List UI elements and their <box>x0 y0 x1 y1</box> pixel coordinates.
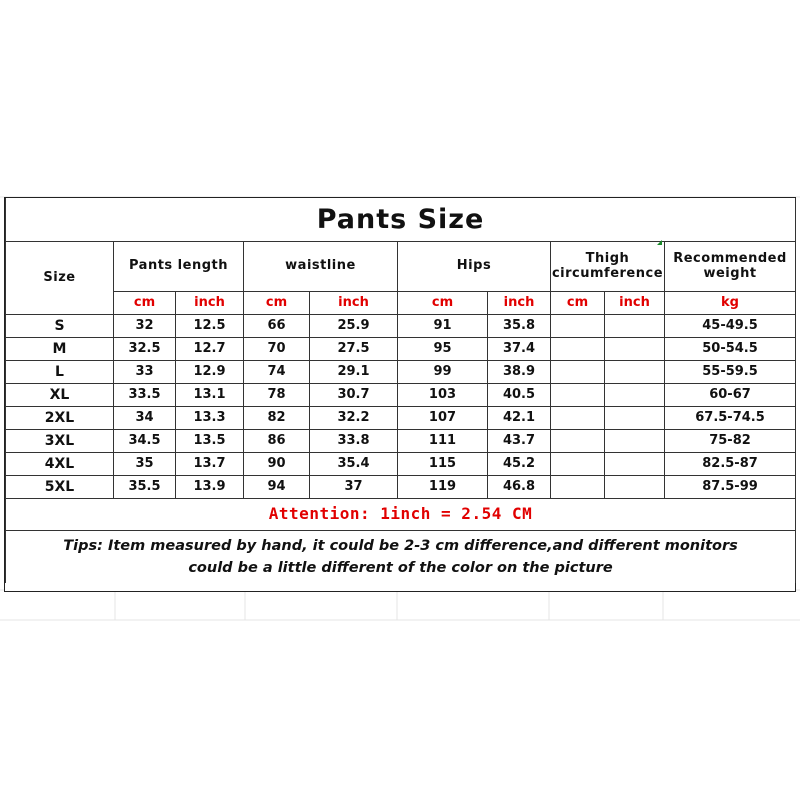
thigh-inch <box>605 315 665 338</box>
thigh-cm <box>551 453 605 476</box>
waistline-cm: 66 <box>244 315 310 338</box>
thigh-cm <box>551 338 605 361</box>
table-row <box>6 338 796 361</box>
pants-length-cm: 33.5 <box>114 384 176 407</box>
recommended-weight: 67.5-74.5 <box>665 407 796 430</box>
hips-cm: 115 <box>398 453 488 476</box>
recommended-weight: 50-54.5 <box>665 338 796 361</box>
size-label: S <box>6 315 114 338</box>
pants-length-cm: 32.5 <box>114 338 176 361</box>
thigh-inch <box>605 453 665 476</box>
size-label: 3XL <box>6 430 114 453</box>
hips-inch: 38.9 <box>488 361 551 384</box>
waistline-inch: 27.5 <box>310 338 398 361</box>
waistline-cm: 74 <box>244 361 310 384</box>
hips-inch: 42.1 <box>488 407 551 430</box>
hips-cm: 111 <box>398 430 488 453</box>
hips-cm: 99 <box>398 361 488 384</box>
table-row <box>6 453 796 476</box>
table-row <box>6 361 796 384</box>
header-waistline: waistline <box>244 242 398 292</box>
unit-pants-length-cm: cm <box>114 292 176 315</box>
hips-cm: 95 <box>398 338 488 361</box>
unit-weight-kg: kg <box>665 292 796 315</box>
pants-length-inch: 13.1 <box>176 384 244 407</box>
waistline-cm: 70 <box>244 338 310 361</box>
table-row <box>6 476 796 499</box>
waistline-cm: 86 <box>244 430 310 453</box>
hips-inch: 46.8 <box>488 476 551 499</box>
hips-cm: 103 <box>398 384 488 407</box>
thigh-cm <box>551 315 605 338</box>
thigh-inch <box>605 384 665 407</box>
recommended-weight: 45-49.5 <box>665 315 796 338</box>
tips-line-2: could be a little different of the color on the picture <box>188 560 613 576</box>
header-hips: Hips <box>398 242 551 292</box>
thigh-cm <box>551 407 605 430</box>
unit-thigh-inch: inch <box>605 292 665 315</box>
tips-note <box>6 531 796 584</box>
thigh-inch <box>605 361 665 384</box>
table-row <box>6 430 796 453</box>
header-pants-length: Pants length <box>114 242 244 292</box>
waistline-inch: 33.8 <box>310 430 398 453</box>
waistline-cm: 82 <box>244 407 310 430</box>
hips-inch: 43.7 <box>488 430 551 453</box>
pants-length-cm: 32 <box>114 315 176 338</box>
pants-length-inch: 13.5 <box>176 430 244 453</box>
pants-length-inch: 12.9 <box>176 361 244 384</box>
table-row <box>6 407 796 430</box>
waistline-inch: 30.7 <box>310 384 398 407</box>
unit-hips-inch: inch <box>488 292 551 315</box>
size-label: 5XL <box>6 476 114 499</box>
waistline-cm: 78 <box>244 384 310 407</box>
waistline-cm: 94 <box>244 476 310 499</box>
waistline-inch: 29.1 <box>310 361 398 384</box>
hips-inch: 35.8 <box>488 315 551 338</box>
pants-length-inch: 13.7 <box>176 453 244 476</box>
hips-inch: 37.4 <box>488 338 551 361</box>
unit-thigh-cm: cm <box>551 292 605 315</box>
pants-length-inch: 12.7 <box>176 338 244 361</box>
thigh-cm <box>551 384 605 407</box>
pants-length-cm: 34 <box>114 407 176 430</box>
recommended-weight: 55-59.5 <box>665 361 796 384</box>
size-table <box>5 198 796 583</box>
unit-hips-cm: cm <box>398 292 488 315</box>
cell-comment-marker <box>657 240 662 245</box>
thigh-inch <box>605 476 665 499</box>
recommended-weight: 60-67 <box>665 384 796 407</box>
header-recommended-weight: Recommended weight <box>665 242 796 292</box>
table-row <box>6 384 796 407</box>
unit-waistline-inch: inch <box>310 292 398 315</box>
hips-inch: 40.5 <box>488 384 551 407</box>
hips-inch: 45.2 <box>488 453 551 476</box>
thigh-cm <box>551 430 605 453</box>
pants-length-cm: 33 <box>114 361 176 384</box>
table-row <box>6 315 796 338</box>
size-label: 4XL <box>6 453 114 476</box>
waistline-inch: 32.2 <box>310 407 398 430</box>
hips-cm: 91 <box>398 315 488 338</box>
thigh-cm <box>551 476 605 499</box>
thigh-cm <box>551 361 605 384</box>
tips-line-1: Tips: Item measured by hand, it could be 2-3 cm difference,and different monitors <box>63 538 738 554</box>
pants-length-inch: 13.9 <box>176 476 244 499</box>
pants-length-cm: 34.5 <box>114 430 176 453</box>
hips-cm: 119 <box>398 476 488 499</box>
waistline-cm: 90 <box>244 453 310 476</box>
header-thigh-circumference: Thigh circumference <box>551 242 665 292</box>
recommended-weight: 75-82 <box>665 430 796 453</box>
attention-note: Attention: 1inch = 2.54 CM <box>6 499 796 531</box>
size-label: M <box>6 338 114 361</box>
size-label: 2XL <box>6 407 114 430</box>
header-size: Size <box>6 242 114 315</box>
thigh-inch <box>605 430 665 453</box>
pants-length-cm: 35.5 <box>114 476 176 499</box>
unit-waistline-cm: cm <box>244 292 310 315</box>
recommended-weight: 87.5-99 <box>665 476 796 499</box>
waistline-inch: 35.4 <box>310 453 398 476</box>
chart-title: Pants Size <box>6 198 796 242</box>
size-chart <box>4 197 796 592</box>
size-label: L <box>6 361 114 384</box>
thigh-inch <box>605 407 665 430</box>
unit-pants-length-inch: inch <box>176 292 244 315</box>
recommended-weight: 82.5-87 <box>665 453 796 476</box>
thigh-inch <box>605 338 665 361</box>
pants-length-cm: 35 <box>114 453 176 476</box>
pants-length-inch: 12.5 <box>176 315 244 338</box>
waistline-inch: 37 <box>310 476 398 499</box>
hips-cm: 107 <box>398 407 488 430</box>
pants-length-inch: 13.3 <box>176 407 244 430</box>
size-label: XL <box>6 384 114 407</box>
waistline-inch: 25.9 <box>310 315 398 338</box>
